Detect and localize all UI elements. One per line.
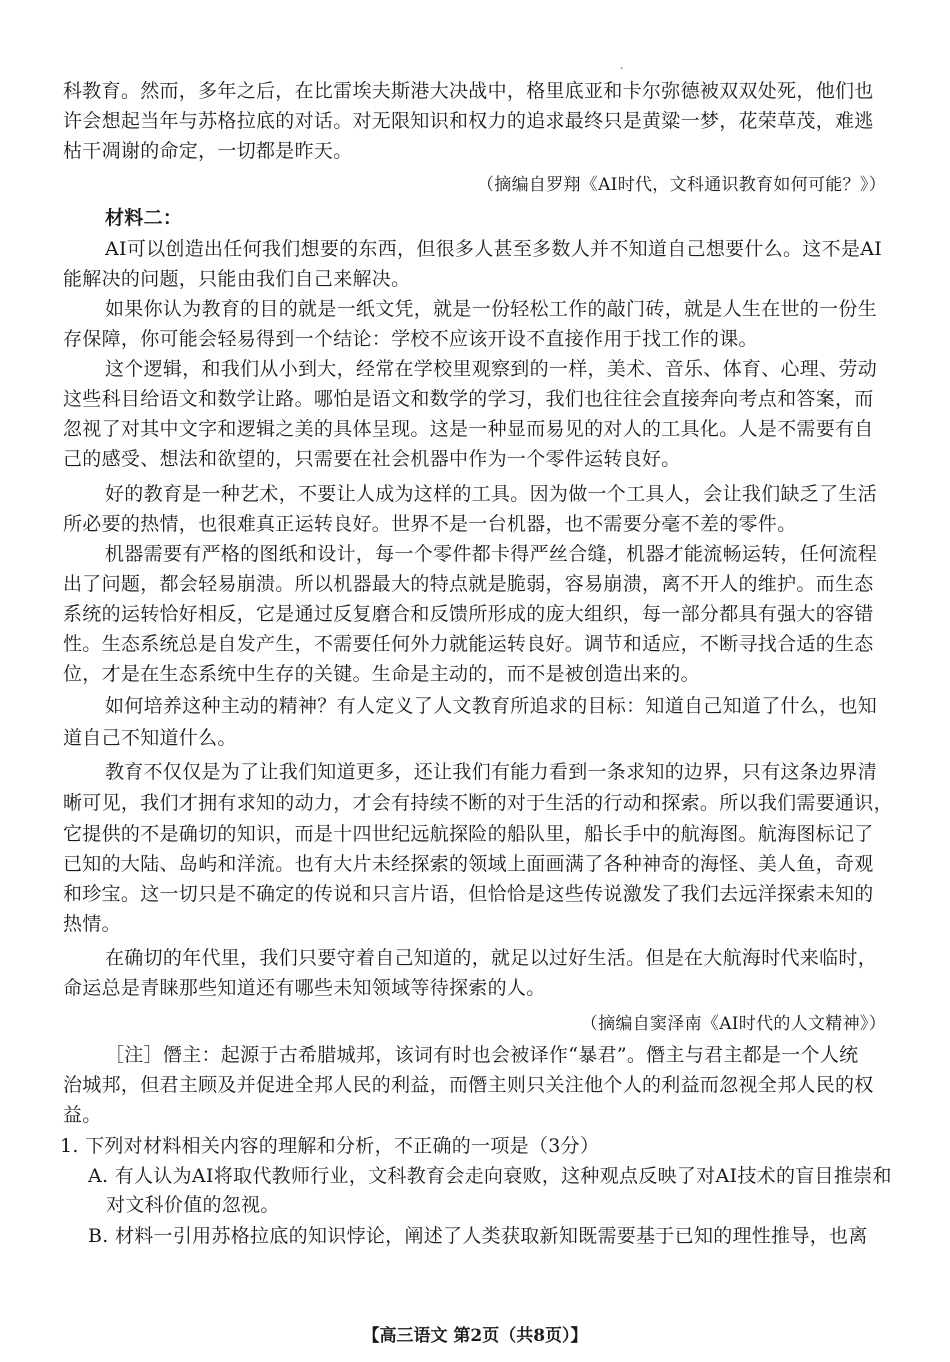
text-line: 出了问题，都会轻易崩溃。所以机器最大的特点就是脆弱，容易崩溃，离不开人的维护。而生态 bbox=[63, 573, 874, 595]
text-line: 系统的运转恰好相反，它是通过反复磨合和反馈所形成的庞大组织，每一部分都具有强大的容错 bbox=[63, 603, 874, 625]
text-line: 道自己不知道什么。 bbox=[63, 727, 237, 749]
text-line: 科教育。然而，多年之后，在比雷埃夫斯港大决战中，格里底亚和卡尔弥德被双双处死，他们也 bbox=[63, 80, 874, 102]
text-line: 性。生态系统总是自发产生，不需要任何外力就能运转良好。调节和适应，不断寻找合适的生态 bbox=[63, 633, 874, 655]
text-line: 机器需要有严格的图纸和设计，每一个零件都卡得严丝合缝，机器才能流畅运转，任何流程 bbox=[105, 543, 878, 565]
text-line: 如何培养这种主动的精神？有人定义了人文教育所追求的目标：知道自己知道了什么，也知 bbox=[105, 695, 878, 717]
text-line: 好的教育是一种艺术，不要让人成为这样的工具。因为做一个工具人，会让我们缺乏了生活 bbox=[105, 483, 878, 505]
text-line: 己的感受、想法和欲望的，只需要在社会机器中作为一个零件运转良好。 bbox=[63, 448, 681, 470]
text-line: 忽视了对其中文字和逻辑之美的具体呈现。这是一种显而易见的对人的工具化。人是不需要有自 bbox=[63, 418, 874, 440]
text-line: 位，才是在生态系统中生存的关键。生命是主动的，而不是被创造出来的。 bbox=[63, 663, 700, 685]
section-heading: 材料二： bbox=[105, 207, 183, 229]
question-number: 1. bbox=[60, 1135, 79, 1157]
page-footer: 【高三语文 第2页（共8页）】 bbox=[362, 1326, 588, 1346]
question-1 bbox=[60, 1133, 884, 1159]
text-line: 在确切的年代里，我们只要守着自己知道的，就足以过好生活。但是在大航海时代来临时， bbox=[105, 947, 878, 969]
note-line: 治城邦，但君主顾及并促进全邦人民的利益，而僭主则只关注他个人的利益而忽视全邦人民的权 bbox=[63, 1074, 874, 1096]
top-mark: - bbox=[620, 63, 624, 74]
text-line: 热情。 bbox=[63, 913, 121, 935]
text-line: 能解决的问题，只能由我们自己来解决。 bbox=[63, 268, 411, 290]
text-line: 枯干凋谢的命定，一切都是昨天。 bbox=[63, 140, 353, 162]
option-a: A. 有人认为AI将取代教师行业，文科教育会走向衰败，这种观点反映了对AI技术的盲目推崇和 bbox=[88, 1165, 892, 1187]
text-line: 许会想起当年与苏格拉底的对话。对无限知识和权力的追求最终只是黄粱一梦，花荣草茂，难逃 bbox=[63, 110, 874, 132]
source-citation: （摘编自罗翔《AI时代，文科通识教育如何可能？》） bbox=[477, 175, 886, 195]
text-line: 晰可见，我们才拥有求知的动力，才会有持续不断的对于生活的行动和探索。所以我们需要通识， bbox=[63, 792, 893, 814]
option-a-cont: 对文科价值的忽视。 bbox=[106, 1194, 280, 1216]
text-line: 这个逻辑，和我们从小到大，经常在学校里观察到的一样，美术、音乐、体育、心理、劳动 bbox=[105, 358, 878, 380]
text-line: 已知的大陆、岛屿和洋流。也有大片未经探索的领域上面画满了各种神奇的海怪、美人鱼，奇观 bbox=[63, 853, 874, 875]
text-line: 它提供的不是确切的知识，而是十四世纪远航探险的船队里，船长手中的航海图。航海图标记了 bbox=[63, 823, 874, 845]
question-stem: 下列对材料相关内容的理解和分析，不正确的一项是（3分） bbox=[85, 1135, 600, 1157]
note-line: 益。 bbox=[63, 1104, 102, 1126]
source-citation: （摘编自窦泽南《AI时代的人文精神》） bbox=[580, 1014, 886, 1034]
text-line: 如果你认为教育的目的就是一纸文凭，就是一份轻松工作的敲门砖，就是人生在世的一份生 bbox=[105, 298, 878, 320]
text-line: 存保障，你可能会轻易得到一个结论：学校不应该开设不直接作用于找工作的课。 bbox=[63, 328, 758, 350]
option-b: B. 材料一引用苏格拉底的知识悖论，阐述了人类获取新知既需要基于已知的理性推导，也离 bbox=[88, 1225, 868, 1247]
text-line: 教育不仅仅是为了让我们知道更多，还让我们有能力看到一条求知的边界，只有这条边界清 bbox=[105, 761, 878, 783]
text-line: 这些科目给语文和数学让路。哪怕是语文和数学的学习，我们也往往会直接奔向考点和答案，而 bbox=[63, 388, 874, 410]
text-line: AI可以创造出任何我们想要的东西，但很多人甚至多数人并不知道自己想要什么。这不是AI bbox=[105, 238, 883, 260]
text-line: 命运总是青睐那些知道还有哪些未知领域等待探索的人。 bbox=[63, 977, 546, 999]
note-line: ［注］僭主：起源于古希腊城邦，该词有时也会被译作“暴君”。僭主与君主都是一个人统 bbox=[105, 1044, 859, 1066]
text-line: 和珍宝。这一切只是不确定的传说和只言片语，但恰恰是这些传说激发了我们去远洋探索未知的 bbox=[63, 883, 874, 905]
text-line: 所必要的热情，也很难真正运转良好。世界不是一台机器，也不需要分毫不差的零件。 bbox=[63, 513, 797, 535]
